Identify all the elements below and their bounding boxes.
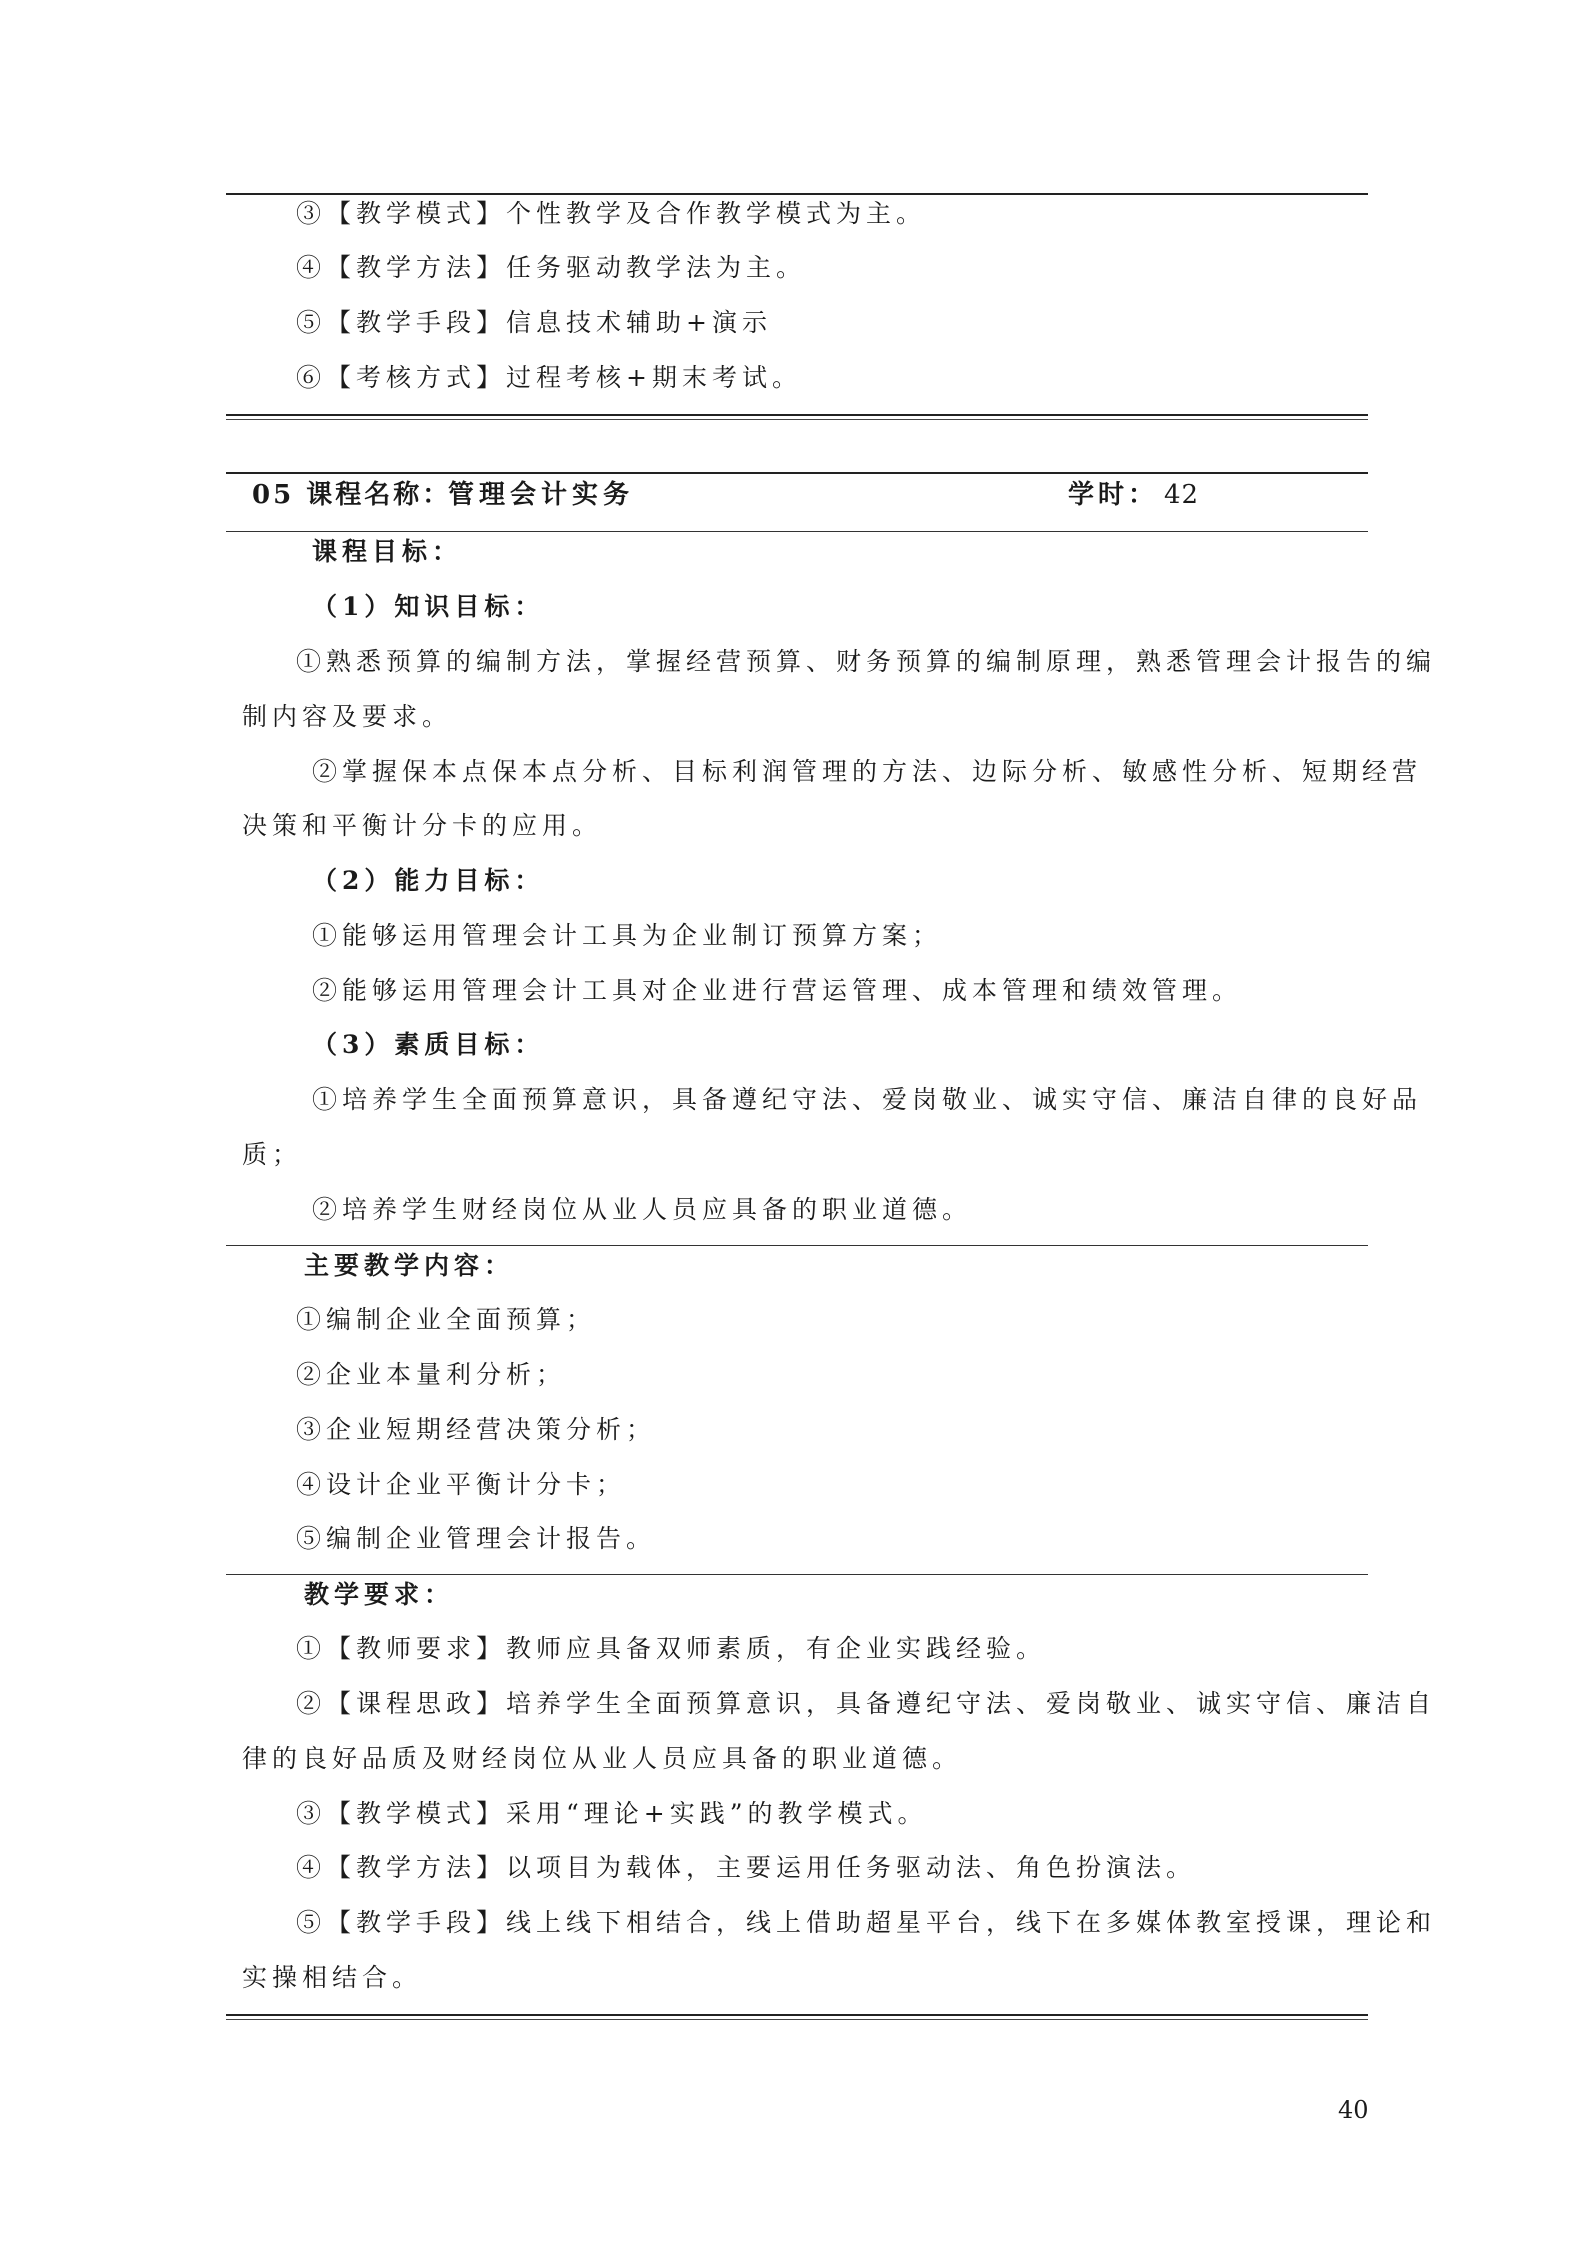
course-header <box>252 475 1352 515</box>
text-line: 质； <box>242 1140 303 1169</box>
course-name: 管理会计实务 <box>448 480 635 510</box>
text-line: ①【教师要求】教师应具备双师素质，有企业实践经验。 <box>296 1634 1047 1663</box>
text-line: ②能够运用管理会计工具对企业进行营运管理、成本管理和绩效管理。 <box>312 976 1243 1005</box>
section-end-rule <box>226 2014 1368 2016</box>
text-line: 实操相结合。 <box>242 1963 423 1992</box>
text-line: ⑤【教学手段】信息技术辅助+演示 <box>296 308 772 337</box>
text-line: ⑤【教学手段】线上线下相结合，线上借助超星平台，线下在多媒体教室授课，理论和 <box>296 1908 1437 1937</box>
text-line: ①能够运用管理会计工具为企业制订预算方案； <box>312 921 943 950</box>
course-hours: 42 <box>1164 480 1200 510</box>
text-line: 决策和平衡计分卡的应用。 <box>242 811 603 840</box>
ability-heading: （2）能力目标： <box>312 866 545 895</box>
text-line: ②企业本量利分析； <box>296 1360 567 1389</box>
text-line: ②培养学生财经岗位从业人员应具备的职业道德。 <box>312 1195 973 1224</box>
course-header-top-rule <box>226 472 1368 474</box>
text-line: ③【教学模式】个性教学及合作教学模式为主。 <box>296 199 927 228</box>
text-line: ④设计企业平衡计分卡； <box>296 1470 627 1499</box>
text-line: ④【教学方法】以项目为载体，主要运用任务驱动法、角色扮演法。 <box>296 1853 1197 1882</box>
text-line: ⑥【考核方式】过程考核+期末考试。 <box>296 363 802 392</box>
section-end-rule <box>226 414 1368 416</box>
text-line: ④【教学方法】任务驱动教学法为主。 <box>296 253 807 282</box>
page-number: 40 <box>1338 2096 1369 2124</box>
quality-heading: （3）素质目标： <box>312 1030 545 1059</box>
text-line: ①熟悉预算的编制方法，掌握经营预算、财务预算的编制原理，熟悉管理会计报告的编 <box>296 647 1437 676</box>
text-line: ③【教学模式】采用“理论+实践”的教学模式。 <box>296 1799 928 1828</box>
objectives-heading: 课程目标： <box>312 537 463 566</box>
text-line: ①培养学生全面预算意识，具备遵纪守法、爱岗敬业、诚实守信、廉洁自律的良好品 <box>312 1085 1423 1114</box>
course-code-label: 05 课程名称： <box>252 480 452 510</box>
knowledge-heading: （1）知识目标： <box>312 592 545 621</box>
course-hours-label: 学时： <box>1068 480 1159 510</box>
content-heading: 主要教学内容： <box>304 1251 515 1280</box>
requirements-heading: 教学要求： <box>304 1580 455 1609</box>
text-line: ②掌握保本点保本点分析、目标利润管理的方法、边际分析、敏感性分析、短期经营 <box>312 757 1423 786</box>
text-line: ②【课程思政】培养学生全面预算意识，具备遵纪守法、爱岗敬业、诚实守信、廉洁自 <box>296 1689 1437 1718</box>
text-line: ③企业短期经营决策分析； <box>296 1415 657 1444</box>
text-line: 律的良好品质及财经岗位从业人员应具备的职业道德。 <box>242 1744 963 1773</box>
text-line: ⑤编制企业管理会计报告。 <box>296 1524 657 1553</box>
text-line: ①编制企业全面预算； <box>296 1305 597 1334</box>
text-line: 制内容及要求。 <box>242 702 453 731</box>
